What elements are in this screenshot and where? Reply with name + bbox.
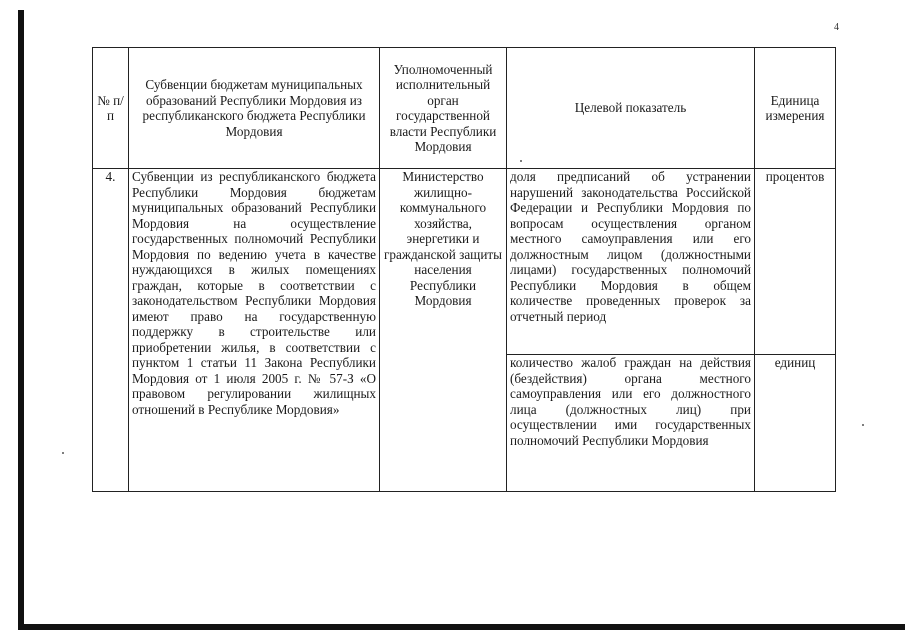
- scan-speck: [62, 452, 64, 454]
- indicator-unit: единиц: [755, 355, 836, 492]
- scan-edge-bottom: [18, 624, 905, 630]
- indicator-text: количество жалоб граждан на действия (бездействия) органа местного самоуправления или его должностного лица (должностных лиц) при осуществлении ими государственных полномочий Республики Мордовия: [507, 355, 755, 492]
- row-number: 4.: [93, 169, 129, 492]
- header-unit: Единица измерения: [755, 48, 836, 169]
- authority-name: Министерство жилищно-коммунального хозяйства, энергетики и гражданской защиты населения Республики Мордовия: [380, 169, 507, 492]
- table-header-row: [93, 48, 836, 169]
- subvention-description: Субвенции из республиканского бюджета Республики Мордовия бюджетам муниципальных образований Республики Мордовия на осуществление государственных полномочий Республики Мордовия по ведению учета в качестве нуждающихся в жилых помещениях граждан, которые в соответствии с законодательством Республики Мордовия имеют право на государственную поддержку в строительстве или приобретении жилья, в соответствии с пунктом 1 статьи 11 Закона Республики Мордовия от 1 июля 2005 г. № 57-З «О правовом регулировании жилищных отношений в Республике Мордовия»: [129, 169, 380, 492]
- header-authority: Уполномоченный исполнительный орган государственной власти Республики Мордовия: [380, 48, 507, 169]
- header-indicator: Целевой показатель: [507, 48, 755, 169]
- header-num: № п/п: [93, 48, 129, 169]
- header-subvention: Субвенции бюджетам муниципальных образований Республики Мордовия из республиканского бюджета Республики Мордовия: [129, 48, 380, 169]
- page-number: 4: [834, 22, 839, 33]
- scan-speck: [862, 424, 864, 426]
- indicator-text: доля предписаний об устранении нарушений законодательства Российской Федерации и Республики Мордовия по вопросам осуществления органом местного самоуправления или его должностным лицом (должностными лицами) государственных полномочий Республики Мордовия в общем количестве проведенных проверок за отчетный период: [507, 169, 755, 355]
- table-row: [93, 169, 836, 355]
- scan-edge-left: [18, 10, 24, 630]
- subvention-table: [92, 47, 836, 492]
- indicator-unit: процентов: [755, 169, 836, 355]
